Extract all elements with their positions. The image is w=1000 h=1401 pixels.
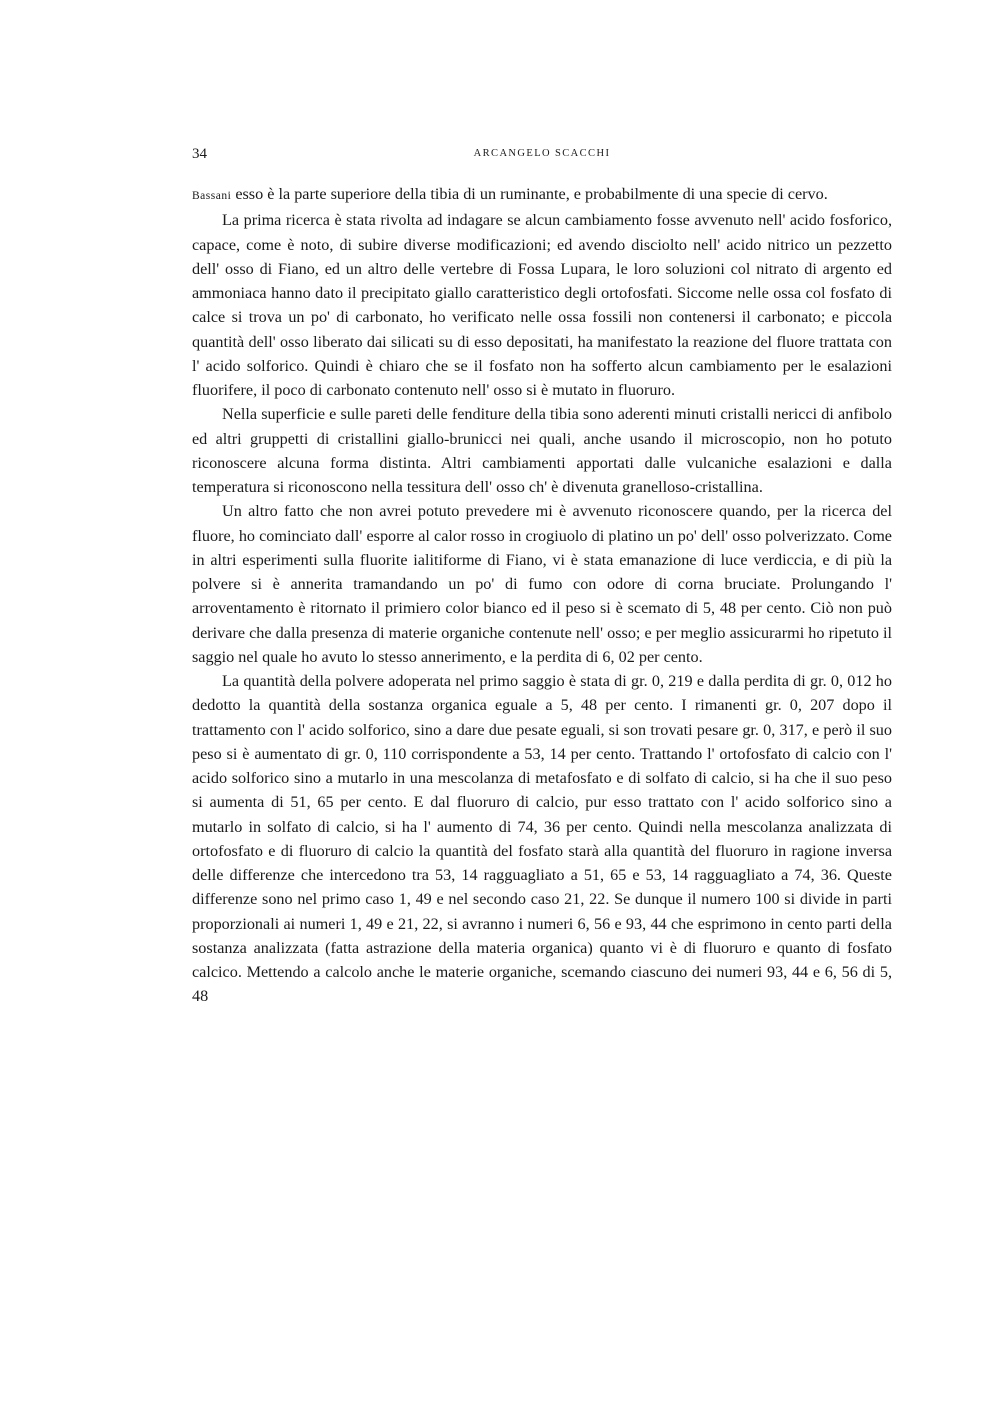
page-number: 34 <box>192 146 207 162</box>
paragraph: Un altro fatto che non avrei potuto prevedere mi è avvenuto riconoscere quando, per la ricerca del fluore, ho cominciato dall' esporre al calor rosso in crogiuolo di platino un po' dell' osso polverizzato. Come in altri esperimenti sulla fluorite ialitiforme di Fiano, vi è stata emanazione di luce verdiccia, e di più la polvere si è annerita tramandando un po' di fumo con odore di corna bruciate. Prolungando l' arroventamento è ritornato il primiero color bianco ed il peso si è scemato di 5, 48 per cento. Ciò non può derivare che dalla presenza di materie organiche contenute nell' osso; e per meglio assicurarmi ho ripetuto il saggio nel quale ho avuto lo stesso annerimento, e la perdita di 6, 02 per cento. <box>192 502 892 666</box>
paragraph: La prima ricerca è stata rivolta ad indagare se alcun cambiamento fosse avvenuto nell' acido fosforico, capace, come è noto, di subire diverse modificazioni; ed avendo disciolto nell' acido nitrico un pezzetto dell' osso di Fiano, ed un altro delle vertebre di Fossa Lupara, le loro soluzioni col nitrato di argento ed ammoniaca hanno dato il precipitato giallo caratteristico degli ortofosfati. Siccome nelle ossa col fosfato di calce si trova un po' di carbonato, ho verificato nelle ossa fossili non contenersi il carbonato; e piccola quantità dell' osso liberato dai silicati su di esso depositati, ha manifestato la reazione del fluore trattata con l' acido solforico. Quindi è chiaro che se il fosfato non ha sofferto alcun cambiamento per le esalazioni fluorifere, il poco di carbonato contenuto nell' osso si è mutato in fluoruro. <box>192 211 892 399</box>
running-title: ARCANGELO SCACCHI <box>473 148 611 159</box>
paragraph-continued <box>192 182 892 208</box>
page-header <box>192 146 892 166</box>
body-text <box>192 182 892 1009</box>
author-name-small-caps: Bassani <box>192 190 232 202</box>
paragraph-text: esso è la parte superiore della tibia di un ruminante, e probabilmente di una specie di cervo. <box>231 185 828 203</box>
paragraph: Nella superficie e sulle pareti delle fenditure della tibia sono aderenti minuti cristalli nericci di anfibolo ed altri gruppetti di cristallini giallo-brunicci nei quali, anche usando il microscopio, non ho potuto riconoscere alcuna forma distinta. Altri cambiamenti apportati dalle vulcaniche esalazioni e dalla temperatura si riconoscono nella tessitura dell' osso ch' è divenuta granelloso-cristallina. <box>192 405 892 496</box>
paragraph: La quantità della polvere adoperata nel primo saggio è stata di gr. 0, 219 e dalla perdita di gr. 0, 012 ho dedotto la quantità della sostanza organica eguale a 5, 48 per cento. I rimanenti gr. 0, 207 dopo il trattamento con l' acido solforico, sino a dare due pesate eguali, si son trovati pesare gr. 0, 317, e però il suo peso si è aumentato di gr. 0, 110 corrispondente a 53, 14 per cento. Trattando l' ortofosfato di calcio con l' acido solforico sino a mutarlo in una mescolanza di metafosfato e di solfato di calcio, si ha che il suo peso si aumenta di 51, 65 per cento. E dal fluoruro di calcio, pur esso trattato con l' acido solforico sino a mutarlo in solfato di calcio, si ha l' aumento di 74, 36 per cento. Quindi nella mescolanza analizzata di ortofosfato e di fluoruro di calcio la quantità del fosfato starà alla quantità del fluoruro in ragione inversa delle differenze che intercedono tra 53, 14 ragguagliato a 51, 65 e 53, 14 ragguagliato a 74, 36. Queste differenze sono nel primo caso 1, 49 e nel secondo caso 21, 22. Se dunque il numero 100 si divide in parti proporzionali ai numeri 1, 49 e 21, 22, si avranno i numeri 6, 56 e 93, 44 che esprimono in cento parti della sostanza analizzata (fatta astrazione della materia organica) quanto vi è di fluoruro e quanto di fosfato calcico. Mettendo a calcolo anche le materie organiche, scemando ciascuno dei numeri 93, 44 e 6, 56 di 5, 48 <box>192 672 892 1006</box>
